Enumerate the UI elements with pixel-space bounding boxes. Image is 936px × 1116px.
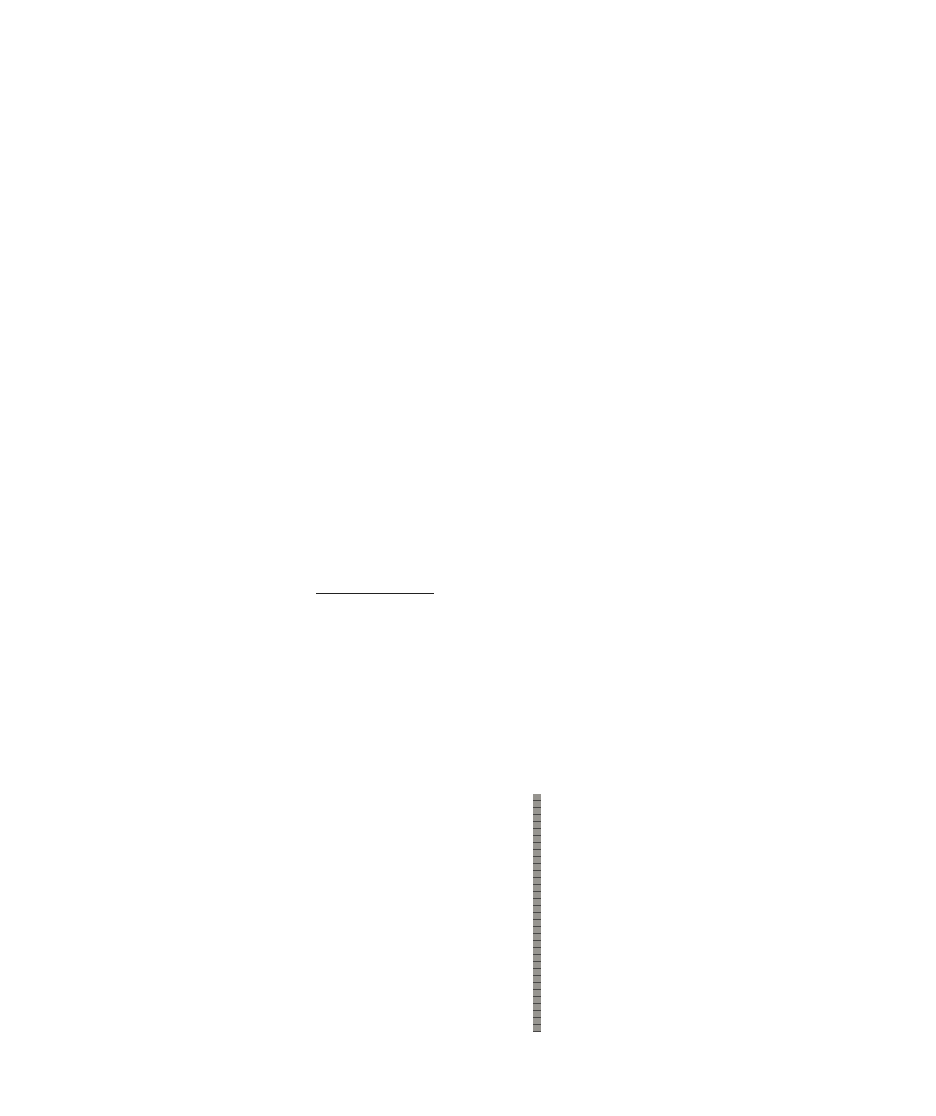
tumor-photo-panel-k — [312, 794, 541, 1032]
chart-k-tumor-inhibition — [0, 0, 300, 150]
western-blot — [246, 592, 446, 594]
blot-title — [316, 592, 434, 594]
ruler — [533, 794, 541, 1032]
